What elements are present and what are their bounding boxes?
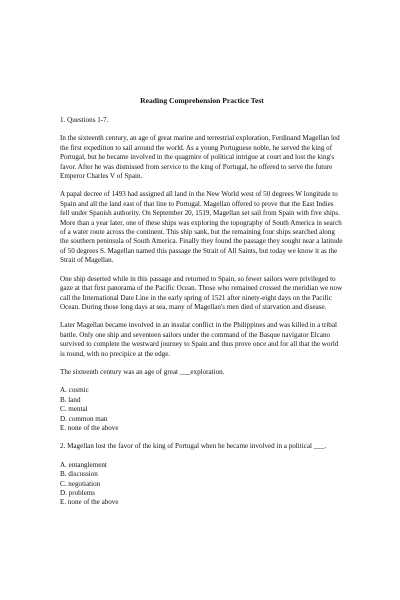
answer-option: A. cosmic (60, 386, 89, 395)
answer-option: B. land (60, 395, 81, 404)
answer-option: E. none of the above (60, 498, 119, 507)
section-heading: 1. Questions 1-7. (60, 116, 109, 124)
passage-paragraph-4: Later Magellan became involved in an insular conflict in the Philippines and was killed in a tribal battle. Only one ship and seventeen sailors under the command of the Basque navigator Elcano survived to complete the westward journey to Spain and thus prove once and for all that the world is round, with no precipice at the edge. (60, 321, 339, 358)
question-1-prompt: The sixteenth century was an age of great ___exploration. (60, 367, 225, 376)
passage-paragraph-1: In the sixteenth century, an age of great marine and terrestrial exploration, Ferdinand Magellan led the first expedition to sail around the world. As a young Portuguese noble, he served the king of Portugal, but he became involved in the quagmire of political intrigue at court and lost the king's favor. After he was dismissed from service to the king of Portugal, he offered to serve the future Emperor Charles V of Spain. (60, 134, 340, 181)
question-1-options (60, 386, 344, 433)
answer-option: B. discussion (60, 470, 98, 479)
passage-paragraph-3: One ship deserted while in this passage and returned to Spain, so fewer sailors were privileged to gaze at that first panorama of the Pacific Ocean. Those who remained crossed the meridian we now call the International Date Line in the early spring of 1521 after ninety-eight days on the Pacific Ocean. During those long days at sea, many of Magellan's men died of starvation and disease. (60, 274, 343, 311)
answer-option: C. negotiation (60, 479, 101, 488)
answer-option: C. mental (60, 405, 88, 414)
passage-paragraph-2: A papal decree of 1493 had assigned all land in the New World west of 50 degrees W longitude to Spain and all the land east of that line to Portugal. Magellan offered to prove that the East Indies fell under Spanish authority. On September 20, 1519, Magellan set sail from Spain with five ships. More than a year later, one of these ships was exploring the topography of South America in search of a water route across the continent. This ship sank, but the remaining four ships searched along the southern peninsula of South America. Finally they found the passage they sought near a latitude of 50 degrees S. Magellan named this passage the Strait of All Saints, but today we know it as the Strait of Magellan. (60, 190, 343, 265)
answer-option: D. common man (60, 414, 108, 423)
answer-option: D. problems (60, 489, 96, 497)
question-2-options (60, 461, 344, 508)
question-2-prompt: 2. Magellan lost the favor of the king of Portugal when he became involved in a political ___. (60, 442, 327, 451)
answer-option: A. entanglement (60, 460, 107, 469)
page-title: Reading Comprehension Practice Test (140, 96, 264, 105)
answer-option: E. none of the above (60, 423, 119, 432)
